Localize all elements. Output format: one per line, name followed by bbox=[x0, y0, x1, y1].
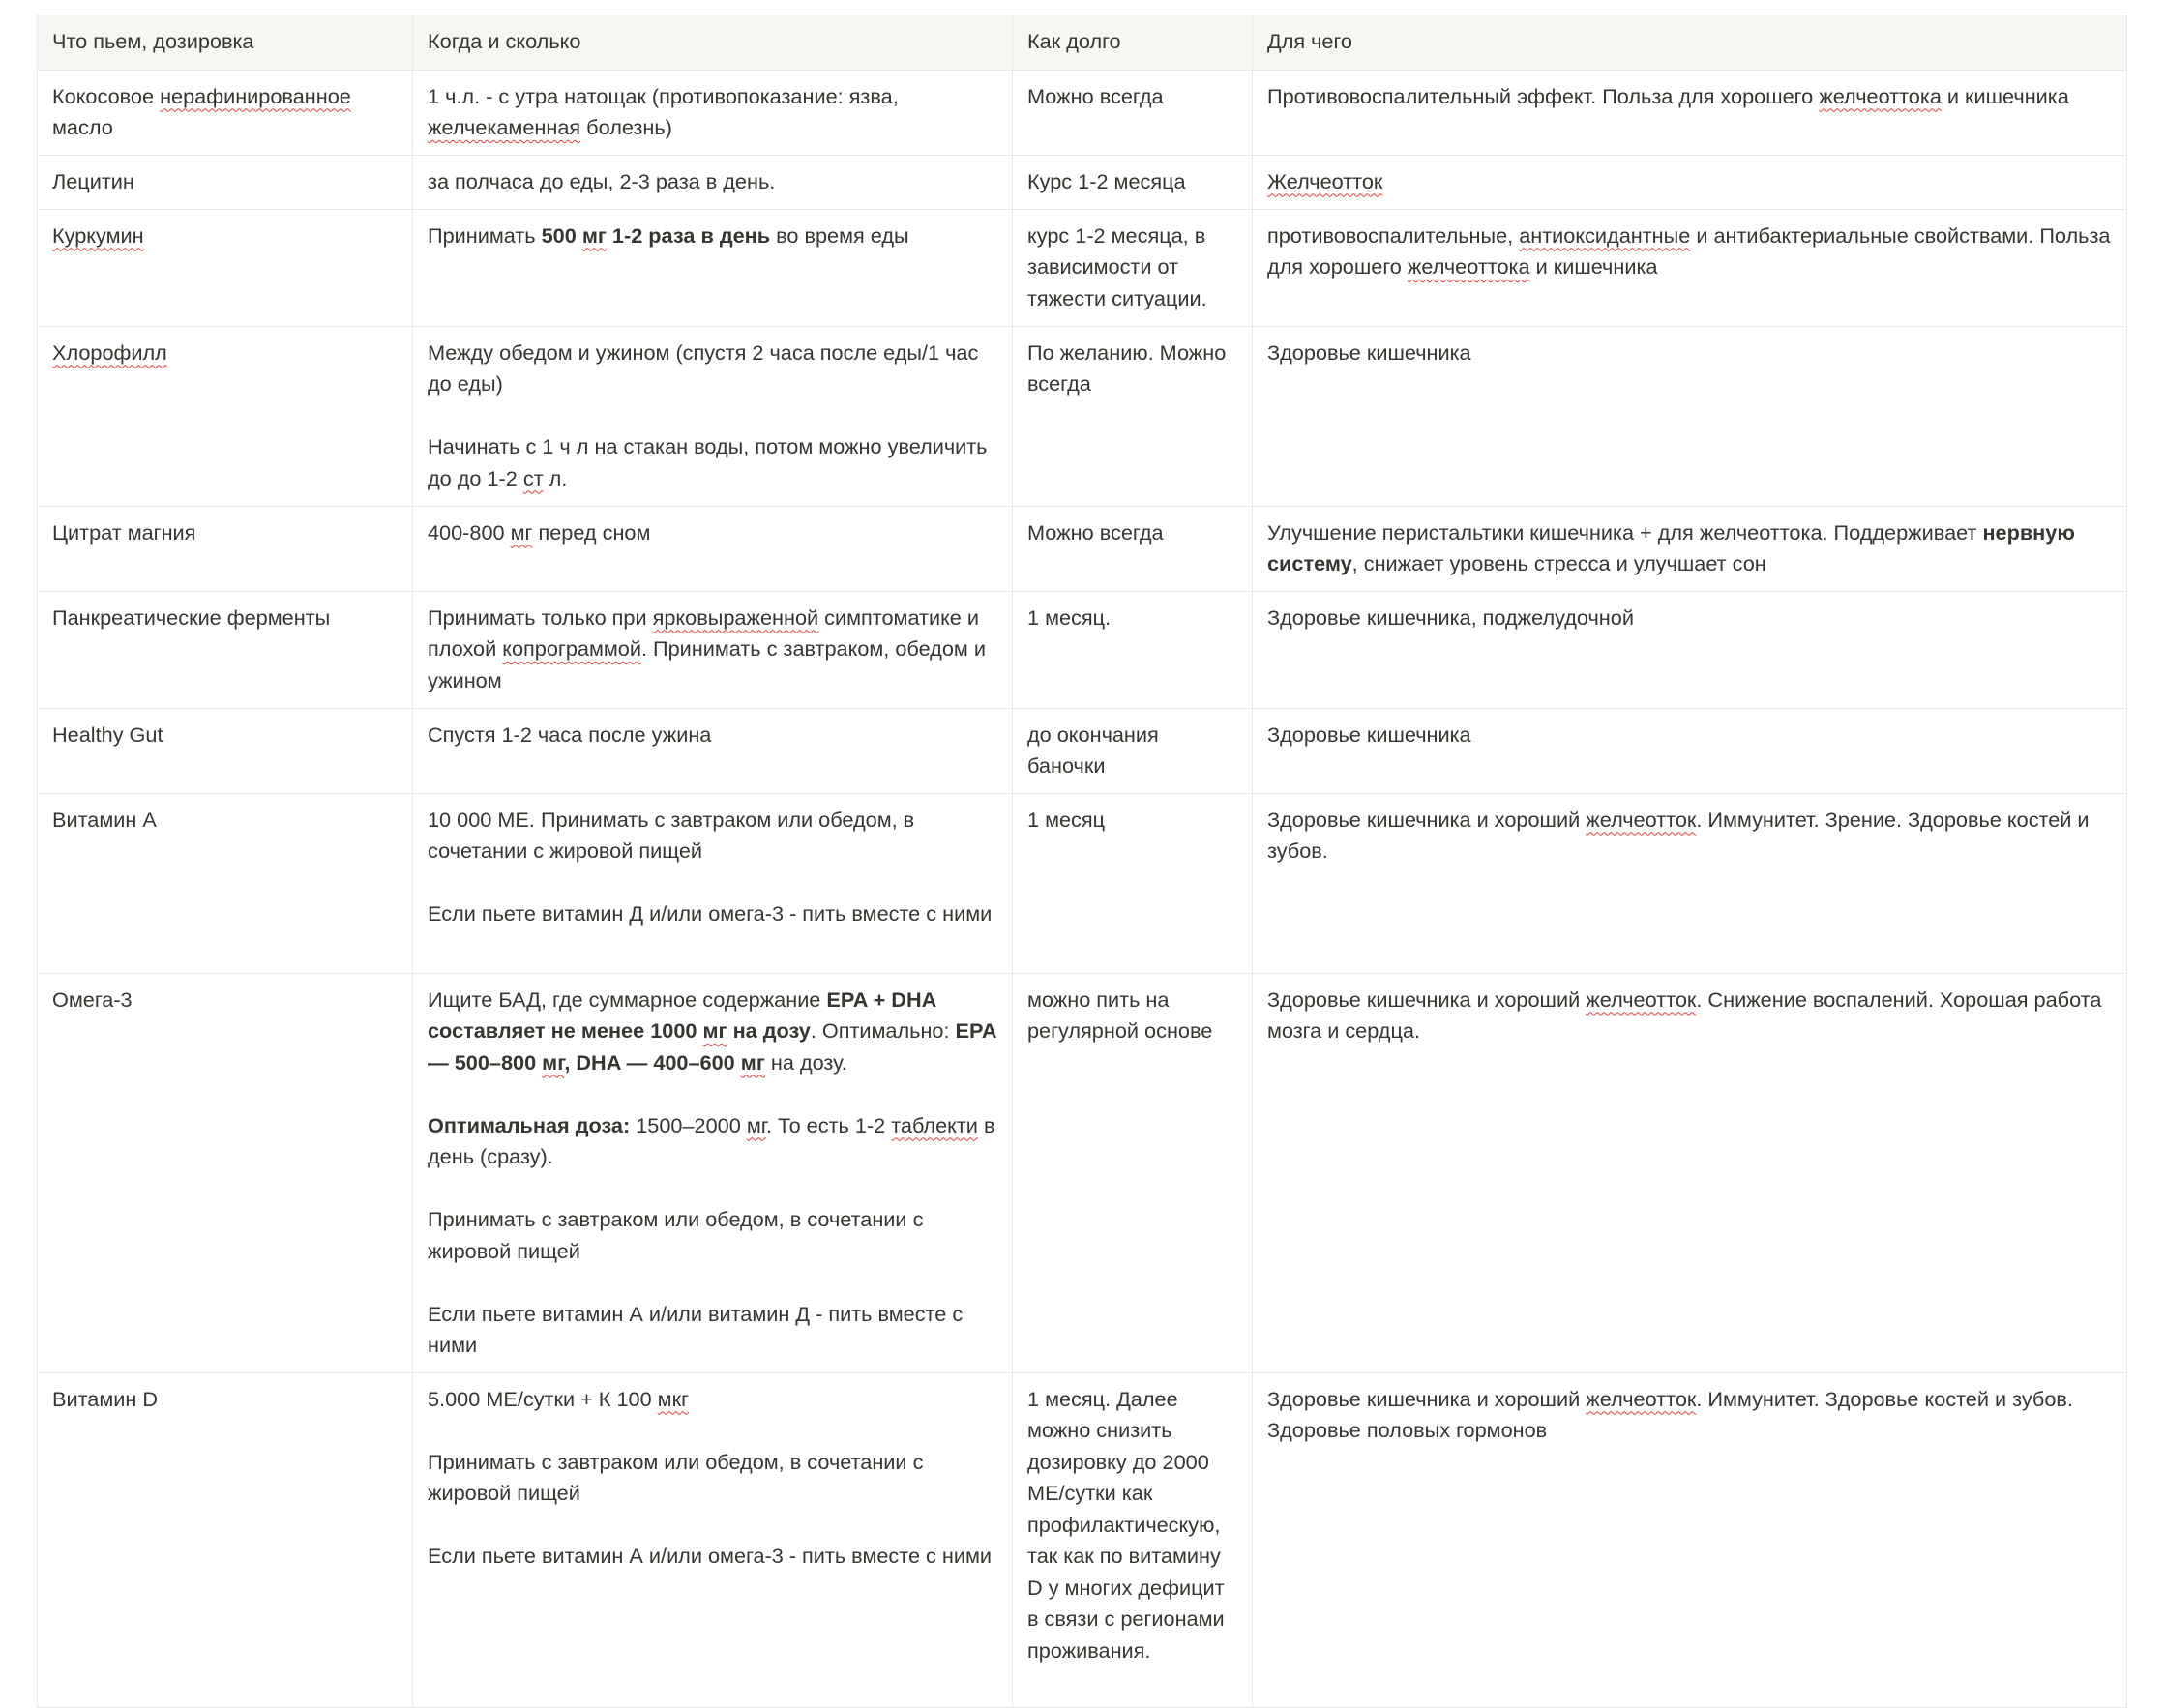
spellcheck-word: мг bbox=[746, 1112, 766, 1137]
cell-duration[interactable]: 1 месяц. Далее можно снизить дозировку до 2000 МЕ/сутки как профилактическую, так как по витамину D у многих дефицит в связи с регионами проживания. bbox=[1013, 1372, 1253, 1707]
table-row bbox=[38, 793, 2127, 973]
cell-when[interactable]: 10 000 МЕ. Принимать с завтраком или обедом, в сочетании с жировой пищей Если пьете витамин Д и/или омега-3 - пить вместе с ними bbox=[413, 793, 1013, 973]
spellcheck-word: Хлорофилл bbox=[52, 339, 167, 365]
cell-when[interactable]: Между обедом и ужином (спустя 2 часа после еды/1 час до еды) Начинать с 1 ч л на стакан воды, потом можно увеличить до до 1-2 ст л. bbox=[413, 326, 1013, 506]
table-header-row bbox=[38, 15, 2127, 71]
cell-when[interactable]: 1 ч.л. - с утра натощак (противопоказание: язва, желчекаменная болезнь) bbox=[413, 70, 1013, 155]
cell-when[interactable]: Спустя 1-2 часа после ужина bbox=[413, 708, 1013, 793]
cell-purpose[interactable]: противовоспалительные, антиоксидантные и антибактериальные свойствами. Польза для хорошего желчеоттока и кишечника bbox=[1253, 209, 2127, 326]
cell-duration[interactable]: курс 1-2 месяца, в зависимости от тяжести ситуации. bbox=[1013, 209, 1253, 326]
cell-duration[interactable]: По желанию. Можно всегда bbox=[1013, 326, 1253, 506]
spellcheck-word: Желчеотток bbox=[1267, 168, 1383, 193]
cell-duration[interactable]: Можно всегда bbox=[1013, 506, 1253, 591]
cell-when[interactable]: 400-800 мг перед сном bbox=[413, 506, 1013, 591]
cell-name[interactable]: Healthy Gut bbox=[38, 708, 413, 793]
header-how-long[interactable]: Как долго bbox=[1013, 15, 1253, 71]
spellcheck-word: желчеотток bbox=[1586, 807, 1697, 832]
cell-purpose[interactable]: Улучшение перистальтики кишечника + для желчеоттока. Поддерживает нервную систему, снижает уровень стресса и улучшает сон bbox=[1253, 506, 2127, 591]
cell-name[interactable]: Омега-3 bbox=[38, 973, 413, 1372]
spellcheck-word: желчеоттока bbox=[1407, 254, 1530, 279]
table-row bbox=[38, 70, 2127, 155]
spellcheck-word: мкг bbox=[657, 1386, 689, 1411]
table-row bbox=[38, 708, 2127, 793]
header-purpose[interactable]: Для чего bbox=[1253, 15, 2127, 71]
cell-duration[interactable]: Можно всегда bbox=[1013, 70, 1253, 155]
spellcheck-word: мг bbox=[542, 1049, 565, 1075]
cell-duration[interactable]: Курс 1-2 месяца bbox=[1013, 155, 1253, 209]
spellcheck-word: ярковыраженной bbox=[652, 604, 819, 630]
spellcheck-word: нерафинированное bbox=[160, 83, 351, 108]
table-row bbox=[38, 973, 2127, 1372]
spellcheck-word: мг bbox=[702, 1018, 727, 1043]
cell-purpose[interactable]: Здоровье кишечника и хороший желчеотток. Снижение воспалений. Хорошая работа мозга и сердца. bbox=[1253, 973, 2127, 1372]
cell-name[interactable] bbox=[38, 326, 413, 506]
spellcheck-word: копрограммой bbox=[502, 636, 641, 661]
cell-purpose[interactable] bbox=[1253, 155, 2127, 209]
cell-name[interactable] bbox=[38, 209, 413, 326]
supplement-table bbox=[37, 15, 2127, 1708]
spellcheck-word: желчеотток bbox=[1586, 1386, 1697, 1411]
cell-duration[interactable]: до окончания баночки bbox=[1013, 708, 1253, 793]
cell-duration[interactable]: 1 месяц bbox=[1013, 793, 1253, 973]
spellcheck-word: мг bbox=[740, 1049, 765, 1075]
supplement-table-wrapper bbox=[37, 15, 2126, 1708]
cell-name[interactable]: Лецитин bbox=[38, 155, 413, 209]
table-row bbox=[38, 1372, 2127, 1707]
cell-when[interactable]: Принимать 500 мг 1-2 раза в день во время еды bbox=[413, 209, 1013, 326]
cell-when[interactable]: 5.000 МЕ/сутки + К 100 мкг Принимать с завтраком или обедом, в сочетании с жировой пищей Если пьете витамин А и/или омега-3 - пить вместе с ними bbox=[413, 1372, 1013, 1707]
cell-purpose[interactable]: Здоровье кишечника и хороший желчеотток. Иммунитет. Здоровье костей и зубов. Здоровье половых гормонов bbox=[1253, 1372, 2127, 1707]
spellcheck-word: мг bbox=[510, 519, 533, 545]
table-row bbox=[38, 155, 2127, 209]
cell-duration[interactable]: 1 месяц. bbox=[1013, 591, 1253, 708]
spellcheck-word: ст bbox=[522, 465, 544, 490]
cell-when[interactable]: за полчаса до еды, 2-3 раза в день. bbox=[413, 155, 1013, 209]
cell-purpose[interactable]: Здоровье кишечника bbox=[1253, 326, 2127, 506]
table-row bbox=[38, 209, 2127, 326]
spellcheck-word: таблекти bbox=[891, 1112, 978, 1137]
cell-when[interactable]: Принимать только при ярковыраженной симптоматике и плохой копрограммой. Принимать с завтраком, обедом и ужином bbox=[413, 591, 1013, 708]
cell-when[interactable]: Ищите БАД, где суммарное содержание EPA + DHA составляет не менее 1000 мг на дозу. Оптимально: EPA — 500–800 мг, DHA — 400–600 мг на дозу. Оптимальная доза: 1500–2000 мг. То есть 1-2 таблекти в день (сразу). Принимать с завтраком или обедом, в сочетании с жировой пищей Если пьете витамин А и/или витамин Д - пить вместе с ними bbox=[413, 973, 1013, 1372]
spellcheck-word: желчеоттока bbox=[1819, 83, 1942, 108]
table-row bbox=[38, 591, 2127, 708]
cell-purpose[interactable]: Здоровье кишечника, поджелудочной bbox=[1253, 591, 2127, 708]
cell-duration[interactable]: можно пить на регулярной основе bbox=[1013, 973, 1253, 1372]
spellcheck-word: желчеотток bbox=[1586, 987, 1697, 1012]
spellcheck-word: желчекаменная bbox=[428, 115, 581, 139]
cell-name[interactable]: Витамин А bbox=[38, 793, 413, 973]
cell-purpose[interactable]: Здоровье кишечника bbox=[1253, 708, 2127, 793]
table-row bbox=[38, 506, 2127, 591]
cell-name[interactable]: Витамин D bbox=[38, 1372, 413, 1707]
spellcheck-word: антиоксидантные bbox=[1519, 222, 1691, 248]
header-when-how-much[interactable]: Когда и сколько bbox=[413, 15, 1013, 71]
cell-purpose[interactable]: Здоровье кишечника и хороший желчеотток. Иммунитет. Зрение. Здоровье костей и зубов. bbox=[1253, 793, 2127, 973]
spellcheck-word: Куркумин bbox=[52, 222, 144, 248]
cell-purpose[interactable]: Противовоспалительный эффект. Польза для хорошего желчеоттока и кишечника bbox=[1253, 70, 2127, 155]
table-row bbox=[38, 326, 2127, 506]
spellcheck-word: мг bbox=[581, 222, 607, 248]
cell-name[interactable]: Цитрат магния bbox=[38, 506, 413, 591]
header-what-dosage[interactable]: Что пьем, дозировка bbox=[38, 15, 413, 71]
cell-name[interactable]: Панкреатические ферменты bbox=[38, 591, 413, 708]
cell-name[interactable]: Кокосовое нерафинированное масло bbox=[38, 70, 413, 155]
